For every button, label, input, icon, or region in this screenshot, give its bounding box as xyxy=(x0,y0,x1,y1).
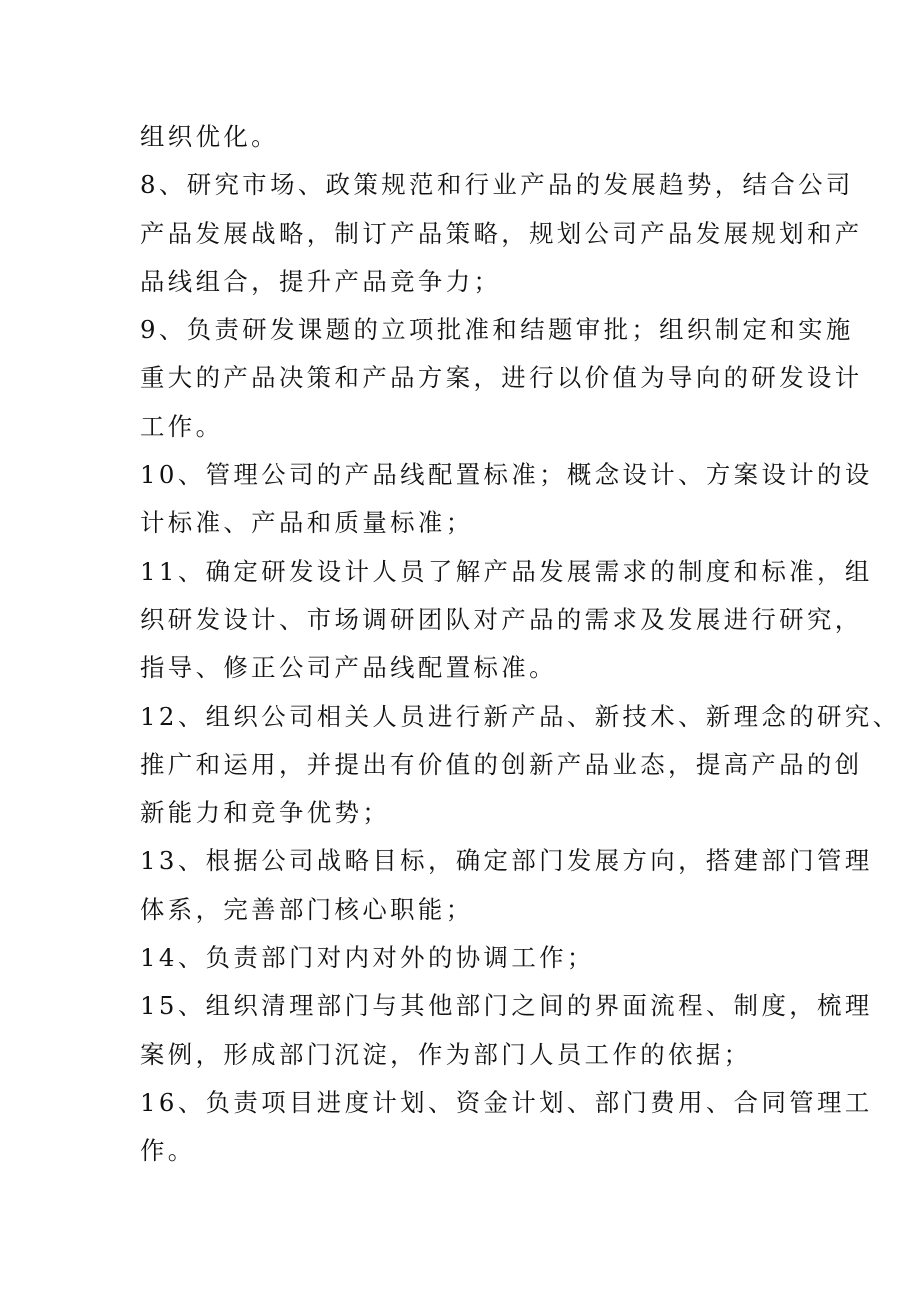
text-line: 11、确定研发设计人员了解产品发展需求的制度和标准，组 xyxy=(140,556,873,586)
text-line: 织研发设计、市场调研团队对产品的需求及发展进行研究， xyxy=(140,604,863,634)
text-line: 计标准、产品和质量标准； xyxy=(140,508,474,538)
text-line: 推广和运用，并提出有价值的创新产品业态，提高产品的创 xyxy=(140,749,863,779)
text-line: 工作。 xyxy=(140,411,224,441)
text-line: 8、研究市场、政策规范和行业产品的发展趋势，结合公司 xyxy=(140,170,854,200)
text-line: 产品发展战略，制订产品策略，规划公司产品发展规划和产 xyxy=(140,218,863,248)
paragraph-continuation xyxy=(140,113,790,161)
text-line: 新能力和竞争优势； xyxy=(140,798,391,828)
document-body xyxy=(140,113,901,1176)
paragraph-item-16 xyxy=(140,1079,873,1176)
text-line: 15、组织清理部门与其他部门之间的界面流程、制度，梳理 xyxy=(140,991,873,1021)
text-line: 重大的产品决策和产品方案，进行以价值为导向的研发设计 xyxy=(140,363,863,393)
text-line: 体系，完善部门核心职能； xyxy=(140,894,474,924)
text-line: 组织优化。 xyxy=(140,122,279,151)
paragraph-item-8 xyxy=(140,161,863,306)
text-line: 13、根据公司战略目标，确定部门发展方向，搭建部门管理 xyxy=(140,846,873,876)
text-line: 16、负责项目进度计划、资金计划、部门费用、合同管理工 xyxy=(140,1087,873,1117)
text-line: 10、管理公司的产品线配置标准；概念设计、方案设计的设 xyxy=(140,460,873,490)
text-line: 品线组合，提升产品竞争力； xyxy=(140,266,502,296)
text-line: 作。 xyxy=(140,1136,196,1166)
text-line: 案例，形成部门沉淀，作为部门人员工作的依据； xyxy=(140,1039,752,1069)
text-line: 9、负责研发课题的立项批准和结题审批；组织制定和实施 xyxy=(140,315,854,345)
paragraph-item-14 xyxy=(140,934,790,982)
paragraph-item-15 xyxy=(140,982,873,1079)
paragraph-item-10 xyxy=(140,451,873,548)
paragraph-item-11 xyxy=(140,548,873,693)
text-line: 指导、修正公司产品线配置标准。 xyxy=(140,653,557,683)
paragraph-item-12 xyxy=(140,693,901,838)
paragraph-item-9 xyxy=(140,306,863,451)
text-line: 12、组织公司相关人员进行新产品、新技术、新理念的研究、 xyxy=(140,701,901,731)
paragraph-item-13 xyxy=(140,837,873,934)
text-line: 14、负责部门对内对外的协调工作； xyxy=(140,943,595,973)
